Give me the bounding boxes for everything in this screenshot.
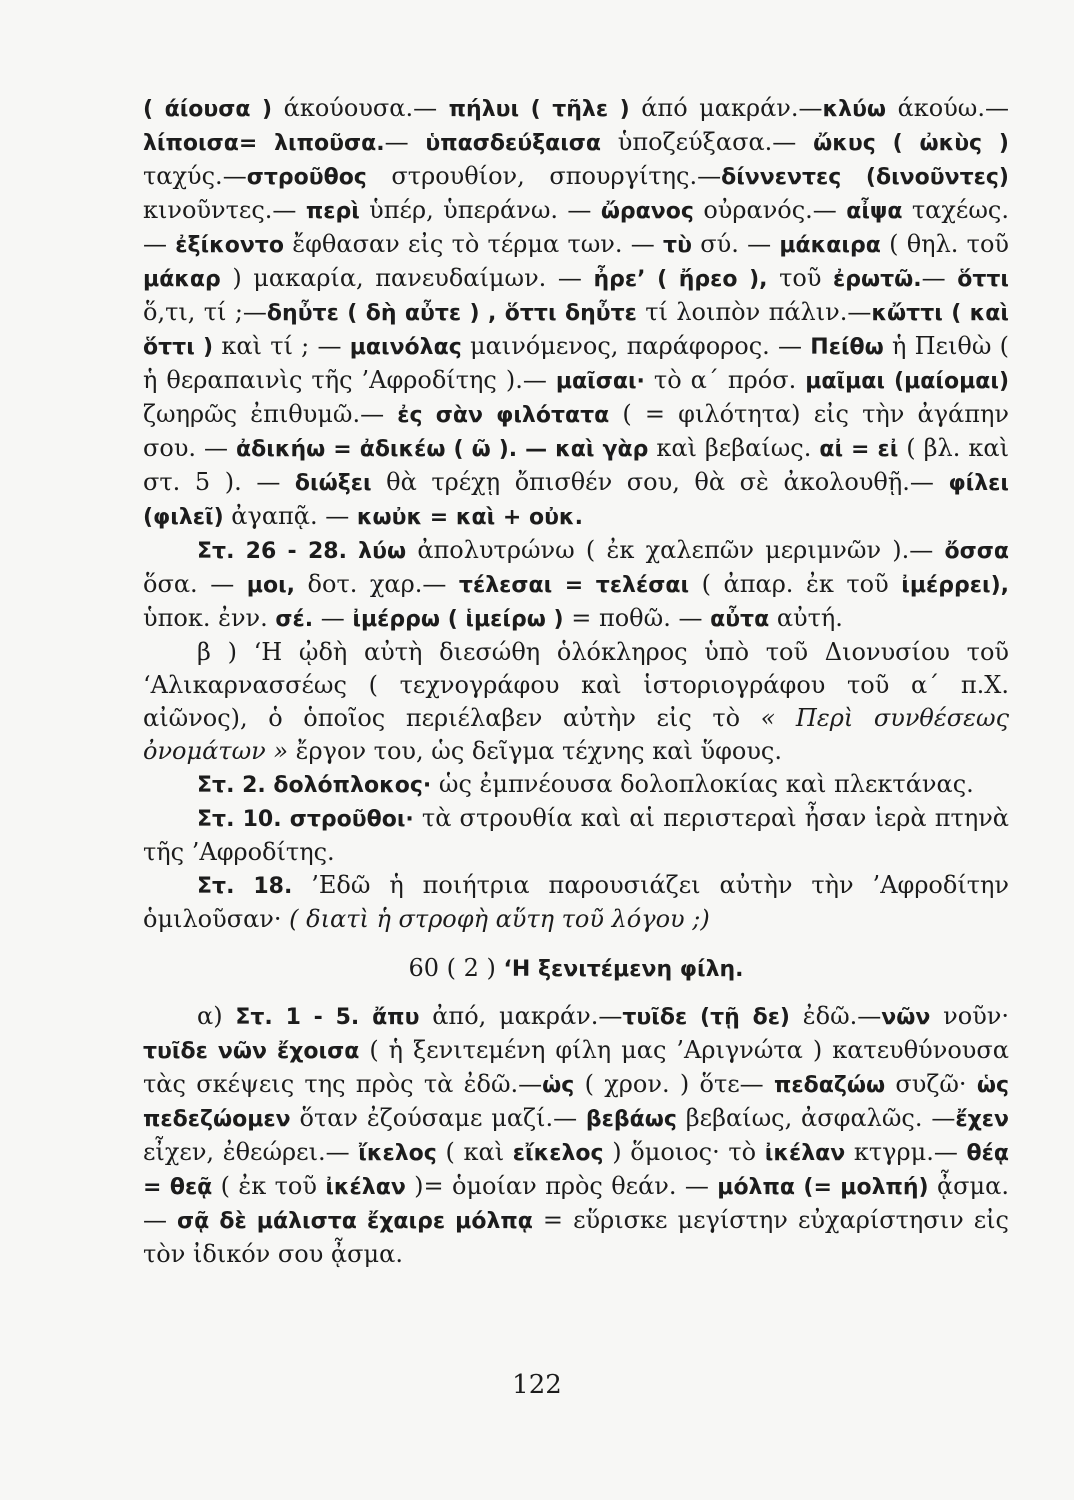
body-text: 60 ( 2 )	[408, 954, 504, 982]
bold-term: μοι,	[246, 573, 295, 598]
italic-text: ( διατὶ ἡ στροφὴ αὕτη τοῦ λόγου ;)	[289, 905, 710, 933]
body-text: βεβαίως, ἀσφαλῶς. —	[676, 1104, 956, 1132]
body-text: ὅσα. —	[143, 570, 247, 598]
body-text: ( = φιλότητα) εἰς τὴν ἀγάπην σου. —	[143, 400, 1010, 462]
body-text: ’Εδῶ ἡ ποιήτρια παρουσιάζει αὐτὴν τὴν ’Αφροδίτην ὁμιλοῦσαν·	[143, 871, 1009, 933]
body-text: ( ἡ ξενιτεμένη φίλη μας ’Αριγνώτα ) κατευθύνουσα τὰς σκέψεις της πρὸς τὰ ἐδῶ.—	[143, 1036, 1009, 1098]
bold-term: μάκαρ	[143, 267, 221, 292]
bold-term: τυῖδε νῶν ἔχοισα	[143, 1039, 360, 1064]
bold-term: Πείθω	[810, 335, 884, 360]
bold-term: περὶ	[305, 199, 360, 224]
body-text: ἐδῶ.—	[790, 1002, 882, 1030]
body-text: ὅταν ἐζούσαμε μαζί.—	[290, 1104, 586, 1132]
bold-term: σέ.	[275, 607, 314, 632]
body-text: άκούουσα.—	[272, 94, 449, 122]
body-text: ( βλ. καὶ στ. 5 ). —	[143, 434, 1009, 496]
bold-term: πεδαζώω	[773, 1073, 886, 1098]
body-text: αὐτή.	[769, 604, 843, 632]
body-text: = ποθῶ. —	[563, 604, 711, 632]
paragraph-verse-18	[143, 869, 1009, 936]
bold-term: μαινόλας	[349, 335, 462, 360]
body-text: σύ. —	[691, 230, 780, 258]
body-text: ζωηρῶς ἐπιθυμῶ.—	[143, 400, 398, 428]
body-text: ( ἐκ τοῦ	[212, 1172, 326, 1200]
bold-term: ( άίουσα )	[143, 97, 273, 122]
bold-term: ὄσσα	[944, 539, 1010, 564]
body-text: α)	[197, 1002, 236, 1030]
body-text: ὑποζεύξασα.—	[601, 128, 814, 156]
bold-term: αἶψα	[846, 199, 903, 224]
body-text: = εὕρισκε μεγίστην εὐχαρίστησιν εἰς τὸν ἰδικόν σου ᾆσμα.	[143, 1206, 1009, 1268]
body-text: τοῦ	[767, 264, 833, 292]
body-text: ἀπολυτρώνω ( ἐκ χαλεπῶν μεριμνῶν ).—	[406, 536, 945, 564]
bold-term: ὤκυς ( ὠκὺς )	[813, 131, 1009, 156]
body-text: ἀγαπᾷ. —	[223, 502, 357, 530]
body-text: ( ἀπαρ. ἐκ τοῦ	[689, 570, 902, 598]
body-text: ταχύς.—	[143, 162, 247, 190]
bold-term: μαῖσαι·	[555, 369, 645, 394]
body-text: θὰ τρέχῃ ὄπισθέν σου, θὰ σὲ ἀκολουθῇ.—	[371, 468, 949, 496]
body-text: ταχέως. —	[143, 196, 1009, 258]
bold-term: ἐρωτῶ.	[833, 267, 922, 292]
paragraph-glossary-2	[143, 534, 1009, 636]
bold-term: ὅττι	[957, 267, 1009, 292]
body-text: άπό μακράν.—	[629, 94, 823, 122]
bold-term: ἐξίκοντο	[175, 233, 284, 258]
body-text: ἀπό, μακράν.—	[419, 1002, 623, 1030]
body-text: —	[313, 604, 353, 632]
bold-term: ἰμέρρω ( ἱμείρω )	[352, 607, 564, 632]
paragraph-verse-2	[143, 768, 1009, 802]
bold-term: ὤρανος	[600, 199, 694, 224]
body-text: δοτ. χαρ.—	[295, 570, 459, 598]
bold-term: ἰμέρρει),	[901, 573, 1009, 598]
bold-term: Στ. 2. δολόπλοκος·	[197, 773, 432, 798]
body-text: κινοῦντες.—	[143, 196, 306, 224]
body-text: τὸ α΄ πρόσ.	[644, 366, 806, 394]
body-text: οὐρανός.—	[693, 196, 847, 224]
bold-term: ἀδικήω = ἀδικέω ( ῶ ). — καὶ γὰρ	[236, 437, 649, 462]
body-text: κτγρμ.—	[845, 1138, 967, 1166]
bold-term: τυῖδε (τῇ δε)	[622, 1005, 790, 1030]
bold-term: φίλει (φιλεῖ)	[143, 471, 1009, 530]
bold-term: μόλπα (= μολπή)	[717, 1175, 929, 1200]
bold-term: Στ. 1 - 5. ἄπυ	[235, 1005, 420, 1030]
body-text: εἶχεν, ἐθεώρει.—	[143, 1138, 359, 1166]
body-text: ὑποκ. ἐνν.	[143, 604, 276, 632]
body-text: ἔργον του, ὡς δεῖγμα τέχνης καὶ ὕφους.	[288, 737, 783, 765]
body-text: ( καὶ	[436, 1138, 513, 1166]
bold-term: θέᾳ = θεᾷ	[143, 1141, 1010, 1200]
bold-term: ἔχεν	[955, 1107, 1010, 1132]
bold-term: ‘Η ξενιτέμενη φίλη.	[503, 957, 744, 982]
bold-term: αἰ = εἰ	[819, 437, 899, 462]
body-text: νοῦν·	[930, 1002, 1010, 1030]
italic-text: « Περὶ συνθέσεως ὀνομάτων »	[143, 704, 1010, 765]
page-number: 122	[512, 1370, 562, 1400]
body-text: —	[384, 128, 426, 156]
body-text: άκούω.—	[886, 94, 1010, 122]
bold-term: βεβάως	[585, 1107, 677, 1132]
body-text: τὰ στρουθία καὶ αἱ περιστεραὶ ἦσαν ἱερὰ πτηνὰ τῆς ’Αφροδίτης.	[143, 804, 1009, 866]
body-text: ὡς ἐμπνέουσα δολοπλοκίας καὶ πλεκτάνας.	[431, 770, 974, 798]
body-text: β ) ‘Η ᾠδὴ αὐτὴ διεσώθη ὁλόκληρος ὑπὸ τοῦ Διονυσίου τοῦ ‘Αλικαρνασσέως ( τεχνογράφου καὶ ἱστοριογράφου τοῦ α΄ π.Χ. αἰῶνος), ὁ ὁποῖος περιέλαβεν αὐτὴν εἰς τὸ	[143, 638, 1009, 732]
bold-term: νῶν	[881, 1005, 931, 1030]
bold-term: κὤττι ( καὶ ὅττι )	[143, 301, 1009, 360]
body-text: ( χρον. ) ὅτε—	[574, 1070, 774, 1098]
body-text: ᾆσμα.—	[143, 1172, 1009, 1234]
body-text: ὑπέρ, ὑπεράνω. —	[359, 196, 601, 224]
body-text: —	[921, 264, 958, 292]
bold-term: διώξει	[294, 471, 372, 496]
bold-term: μάκαιρα	[779, 233, 881, 258]
bold-term: τὺ	[663, 233, 692, 258]
bold-term: Στ. 10. στροῦθοι·	[197, 807, 414, 832]
bold-term: ἰκέλαν	[325, 1175, 406, 1200]
body-text: ( θηλ. τοῦ	[880, 230, 1009, 258]
bold-term: πήλυι ( τῆλε )	[448, 97, 630, 122]
body-text: ἡ Πειθὼ ( ἡ θεραπαινὶς τῆς ’Αφροδίτης ).—	[143, 332, 1009, 394]
bold-term: ἰκέλαν	[764, 1141, 846, 1166]
bold-term: ἴκελος	[358, 1141, 437, 1166]
paragraph-verse-10	[143, 802, 1009, 869]
body-text: )= ὁμοίαν πρὸς θεάν. —	[405, 1172, 718, 1200]
bold-term: Στ. 18.	[197, 874, 293, 899]
body-text: ) ὅμοιος· τὸ	[603, 1138, 765, 1166]
body-text: συζῶ·	[885, 1070, 977, 1098]
bold-term: λίποισα= λιποῦσα.	[143, 131, 385, 156]
bold-term: ὑπασδεύξαισα	[425, 131, 602, 156]
bold-term: ἐς σὰν φιλότατα	[397, 403, 610, 428]
body-text: ὅ,τι, τί ;—	[143, 298, 267, 326]
bold-term: μαῖμαι (μαίομαι)	[805, 369, 1009, 394]
body-text: τί λοιπὸν πάλιν.—	[636, 298, 872, 326]
bold-term: Στ. 26 - 28. λύω	[197, 539, 407, 564]
bold-term: ὡς πεδεζώομεν	[143, 1073, 1010, 1132]
body-text: καὶ βεβαίως.	[648, 434, 820, 462]
bold-term: δηὖτε ( δὴ αὖτε ) , ὅττι δηὖτε	[266, 301, 637, 326]
paragraph-note-b	[143, 636, 1009, 768]
bold-term: ἦρε’ ( ἤρεο ),	[593, 267, 768, 292]
bold-term: σᾷ δὲ μάλιστα ἔχαιρε μόλπᾳ	[177, 1209, 533, 1234]
body-text: μαινόμενος, παράφορος. —	[461, 332, 811, 360]
bold-term: στροῦθος	[246, 165, 367, 190]
bold-term: δίννεντες (δινοῦντες)	[721, 165, 1009, 190]
bold-term: τέλεσαι = τελέσαι	[458, 573, 690, 598]
bold-term: κλύω	[822, 97, 887, 122]
bold-term: αὖτα	[710, 607, 770, 632]
bold-term: κωὐκ = καὶ + οὐκ.	[356, 505, 583, 530]
body-text: ἔφθασαν εἰς τὸ τέρμα των. —	[283, 230, 664, 258]
body-text: καὶ τί ; —	[213, 332, 350, 360]
commentary-text	[143, 92, 1009, 1271]
body-text: στρουθίον, σπουργίτης.—	[366, 162, 722, 190]
paragraph-glossary-1	[143, 92, 1009, 534]
bold-term: ὡς	[542, 1073, 575, 1098]
paragraph-glossary-3	[143, 1000, 1009, 1271]
body-text: ) μακαρία, πανευδαίμων. —	[220, 264, 594, 292]
section-heading	[143, 952, 1009, 986]
bold-term: εἴκελος	[512, 1141, 604, 1166]
